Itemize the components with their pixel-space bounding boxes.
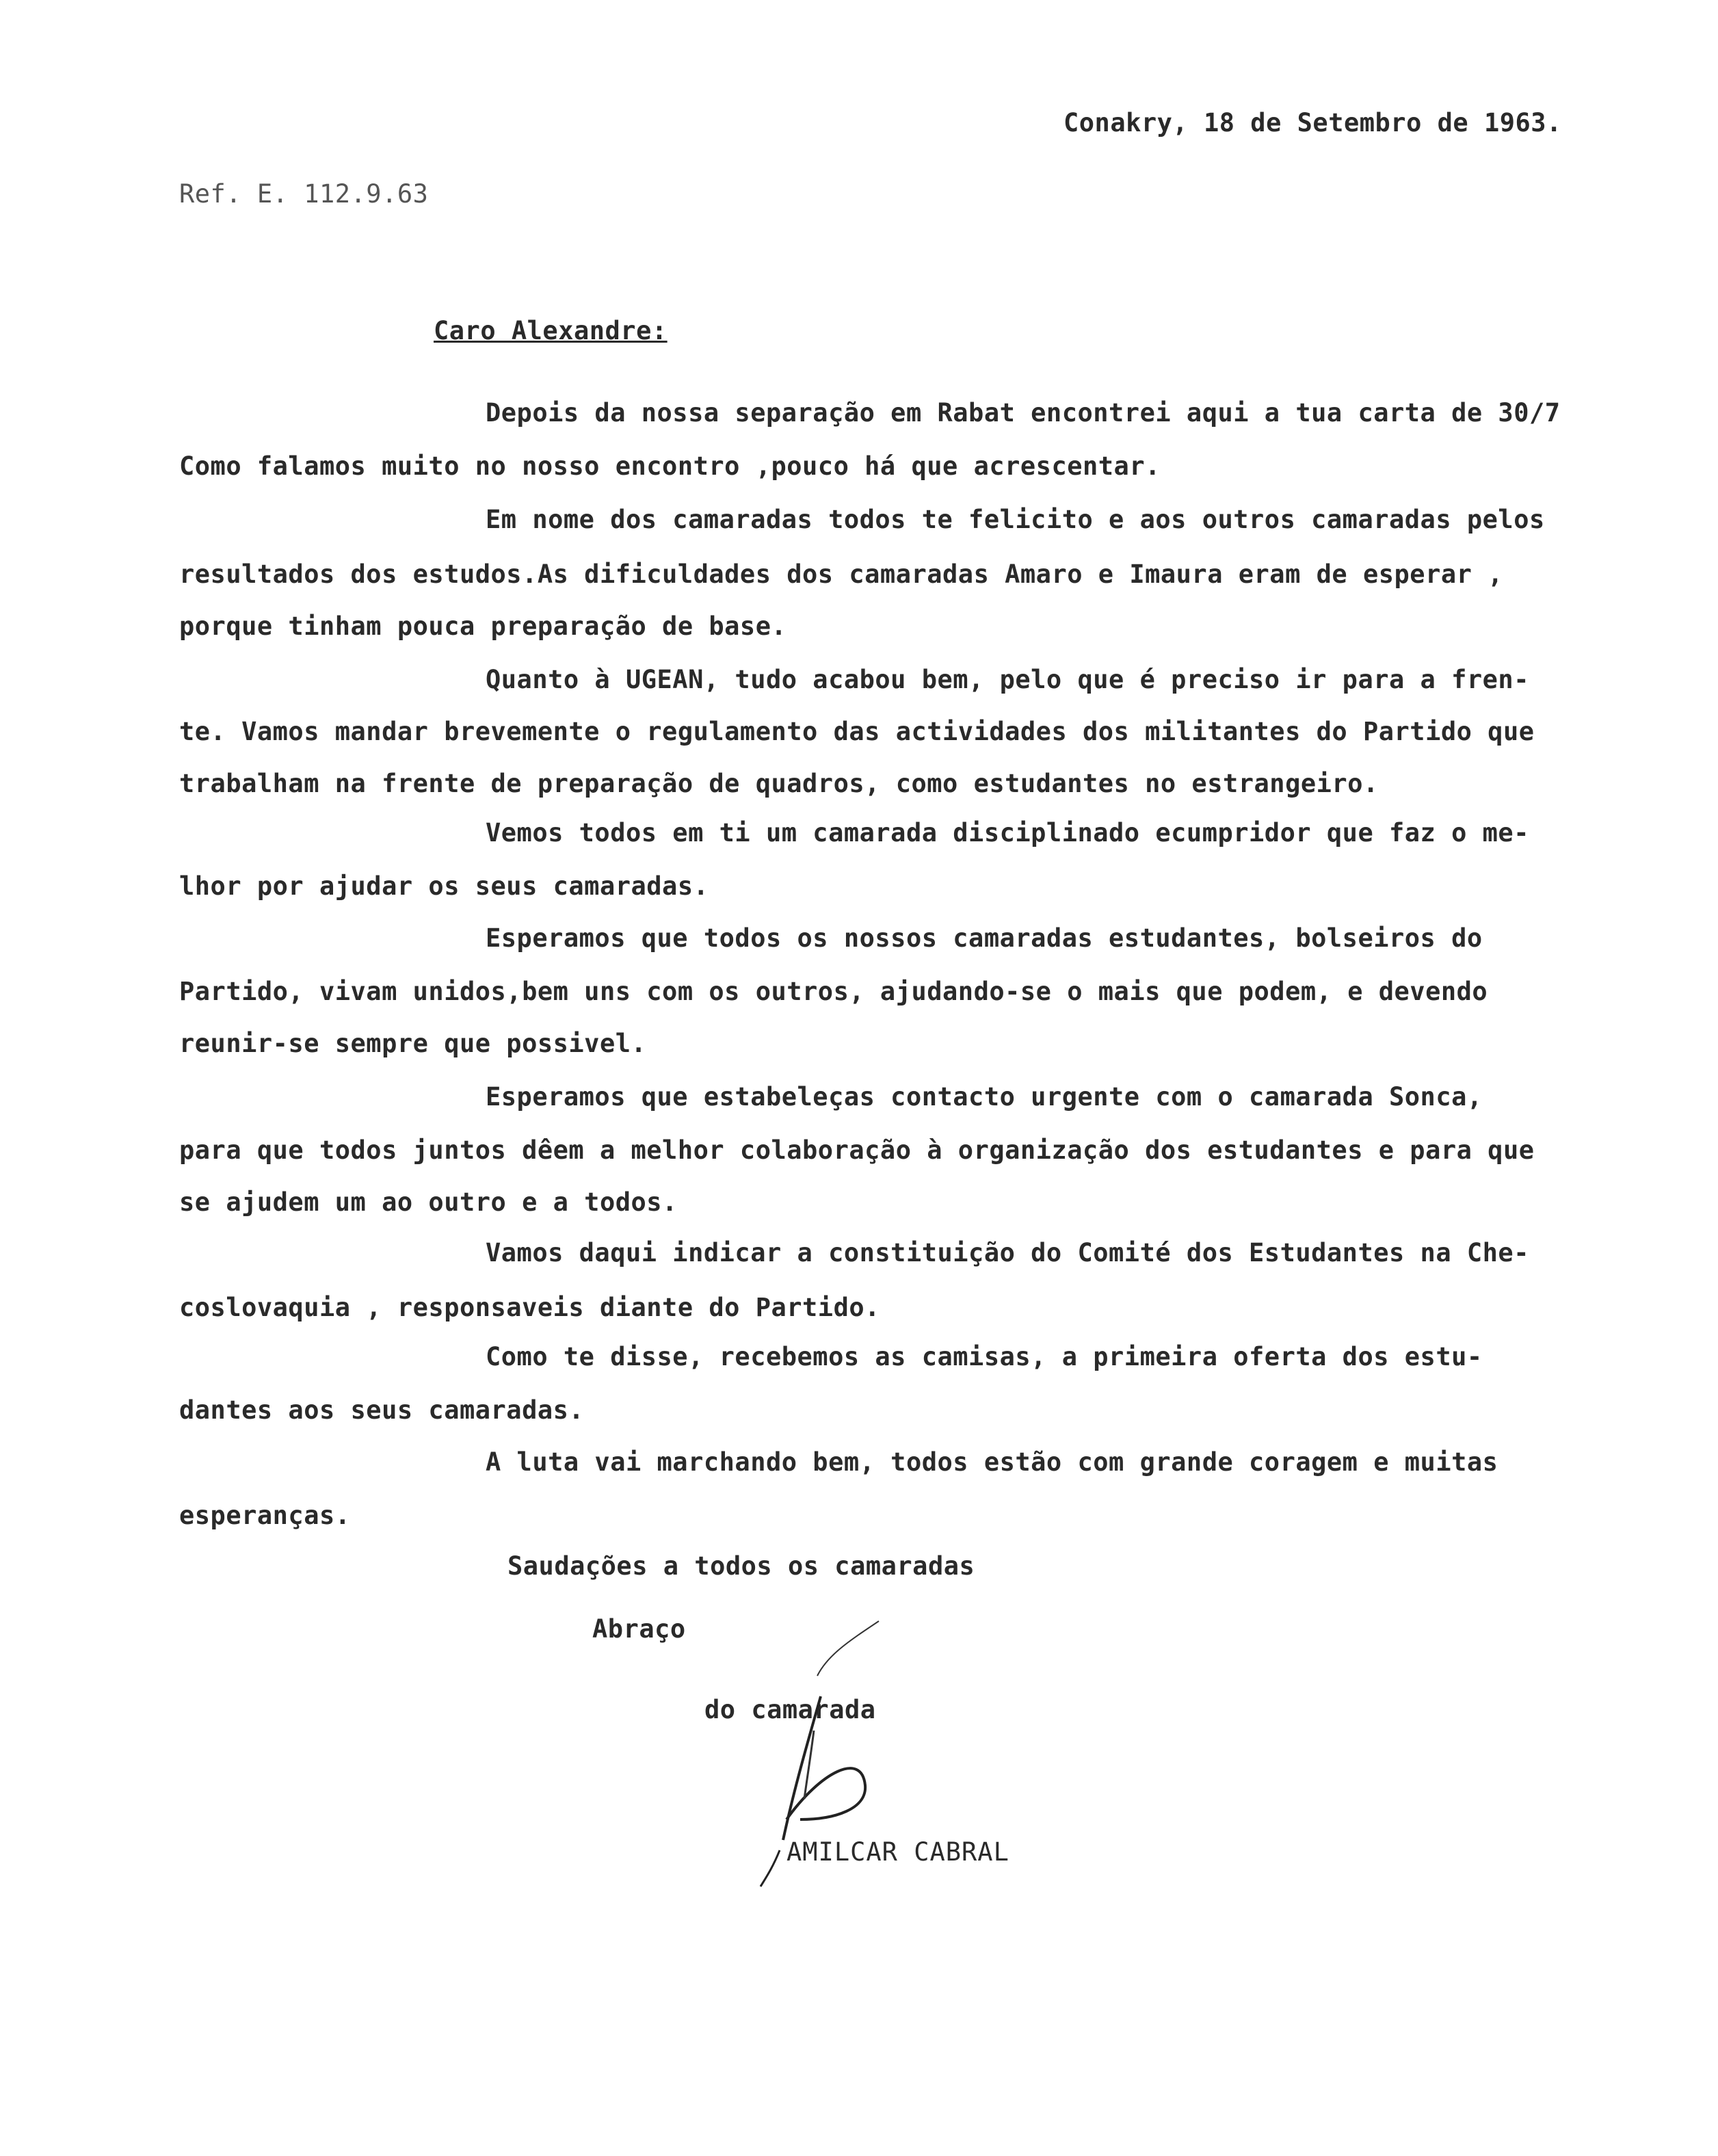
closing-greeting: Saudações a todos os camaradas [507, 1551, 975, 1581]
do-camarada-text: do camarada [704, 1695, 876, 1724]
body-line: dantes aos seus camaradas. [179, 1395, 585, 1425]
body-line: Em nome dos camaradas todos te felicito e aos outros camaradas pelos [486, 505, 1545, 534]
body-line: se ajudem um ao outro e a todos. [179, 1187, 678, 1217]
salutation: Caro Alexandre: [434, 316, 668, 345]
body-line: A luta vai marchando bem, todos estão com grande coragem e muitas [486, 1447, 1498, 1477]
body-line: Como falamos muito no nosso encontro ,pouco há que acrescentar. [179, 451, 1161, 481]
body-line: coslovaquia , responsaveis diante do Partido. [179, 1293, 880, 1322]
signatory-name: AMILCAR CABRAL [787, 1837, 1009, 1867]
reference-number: Ref. E. 112.9.63 [179, 179, 429, 209]
body-line: resultados dos estudos.As dificuldades dos camaradas Amaro e Imaura eram de esperar , [179, 560, 1503, 589]
body-line: lhor por ajudar os seus camaradas. [179, 871, 709, 901]
body-line: reunir-se sempre que possivel. [179, 1029, 647, 1058]
body-line: Vemos todos em ti um camarada disciplinado ecumpridor que faz o me- [486, 818, 1529, 847]
body-line: Esperamos que todos os nossos camaradas estudantes, bolseiros do [486, 923, 1483, 953]
body-line: Partido, vivam unidos,bem uns com os outros, ajudando-se o mais que podem, e devendo [179, 977, 1488, 1006]
abraco-text: Abraço [592, 1614, 686, 1644]
body-line: porque tinham pouca preparação de base. [179, 612, 787, 641]
body-line: Esperamos que estabeleças contacto urgente com o camarada Sonca, [486, 1082, 1483, 1112]
body-line: Quanto à UGEAN, tudo acabou bem, pelo que é preciso ir para a fren- [486, 665, 1529, 694]
body-line: esperanças. [179, 1501, 351, 1530]
body-line: trabalham na frente de preparação de quadros, como estudantes no estrangeiro. [179, 769, 1379, 798]
body-line: Vamos daqui indicar a constituição do Comité dos Estudantes na Che- [486, 1238, 1529, 1267]
body-line: te. Vamos mandar brevemente o regulamento das actividades dos militantes do Partido que [179, 717, 1535, 746]
letter-date: Conakry, 18 de Setembro de 1963. [1063, 108, 1562, 137]
body-line: Como te disse, recebemos as camisas, a primeira oferta dos estu- [486, 1342, 1483, 1371]
body-line: Depois da nossa separação em Rabat encontrei aqui a tua carta de 30/7 [486, 398, 1561, 428]
body-line: para que todos juntos dêem a melhor colaboração à organização dos estudantes e para que [179, 1135, 1535, 1165]
